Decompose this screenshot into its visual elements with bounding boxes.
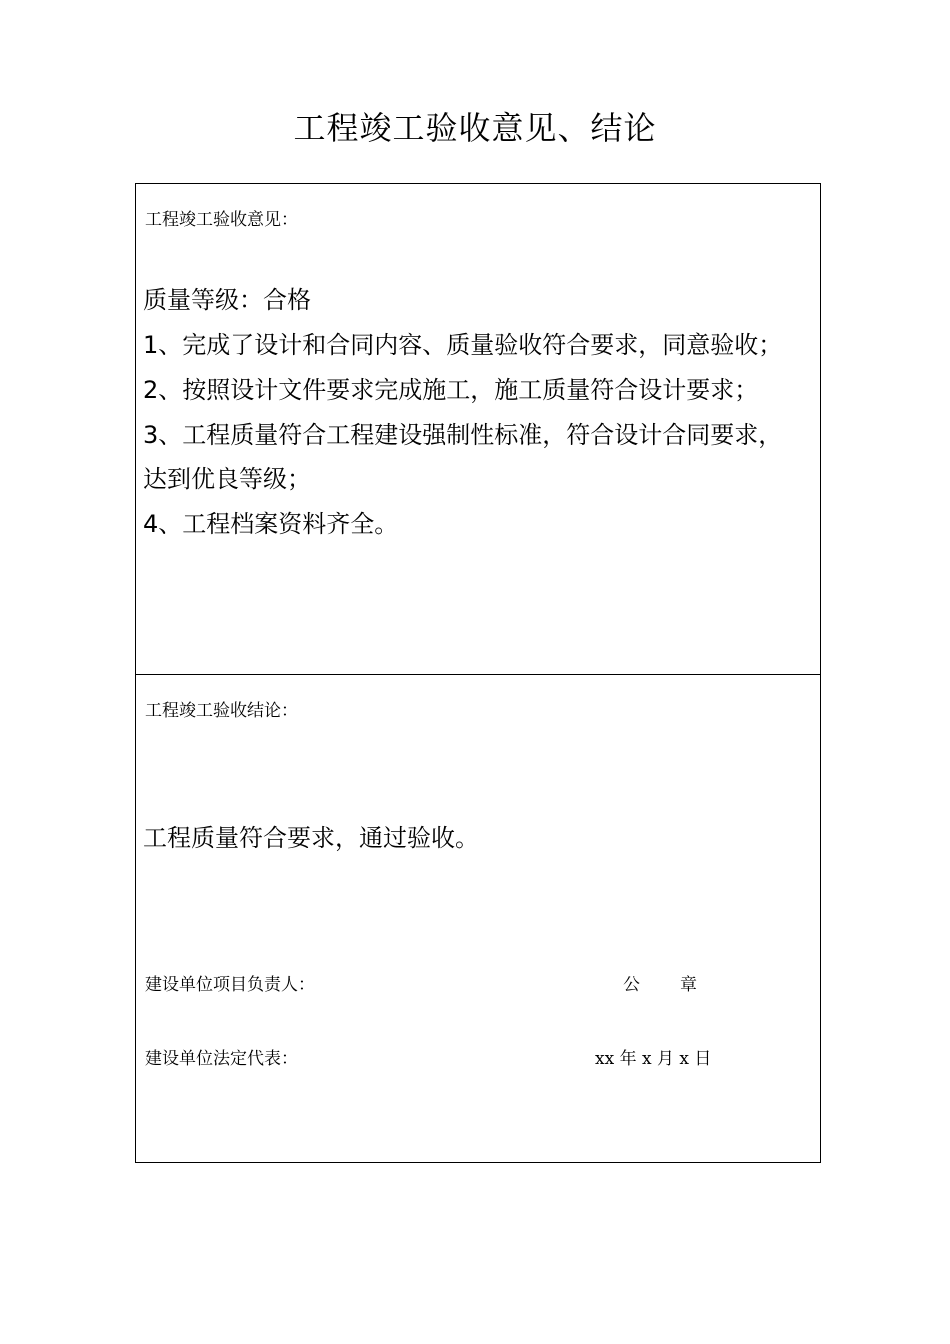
opinion-line-3-continued: 达到优良等级；: [143, 465, 311, 493]
acceptance-form-table: [135, 183, 821, 1163]
opinion-line-2: 2、按照设计文件要求完成施工，施工质量符合设计要求；: [143, 376, 759, 404]
opinion-line-quality-grade: 质量等级：合格: [143, 286, 311, 314]
date-field: xx 年 x 月 x 日: [595, 1049, 712, 1069]
opinion-cell: [136, 184, 820, 675]
legal-representative-label: 建设单位法定代表：: [145, 1049, 298, 1069]
seal-char-1: 公: [623, 975, 640, 995]
page-title: 工程竣工验收意见、结论: [293, 109, 657, 147]
conclusion-statement: 工程质量符合要求，通过验收。: [143, 824, 479, 852]
conclusion-cell: [136, 675, 820, 1162]
opinion-line-3: 3、工程质量符合工程建设强制性标准，符合设计合同要求，: [143, 421, 783, 449]
official-seal-label: [623, 973, 697, 997]
seal-char-2: 章: [680, 975, 697, 995]
project-leader-label: 建设单位项目负责人：: [145, 975, 315, 995]
opinion-line-1: 1、完成了设计和合同内容、质量验收符合要求，同意验收；: [143, 331, 783, 359]
opinion-line-4: 4、工程档案资料齐全。: [143, 510, 399, 538]
opinion-label: 工程竣工验收意见：: [145, 210, 298, 230]
conclusion-label: 工程竣工验收结论：: [145, 701, 298, 721]
